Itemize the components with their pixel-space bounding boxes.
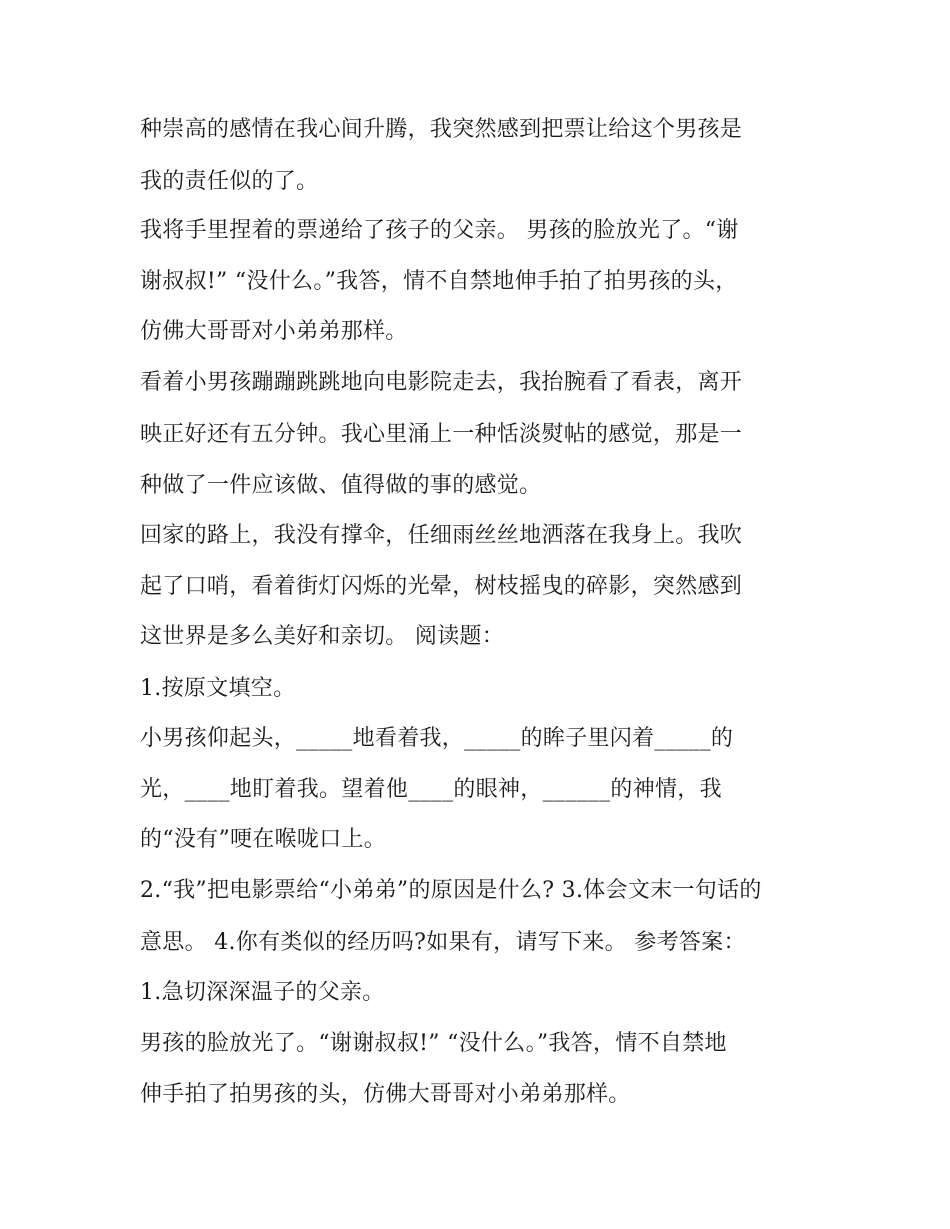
text-line: 这世界是多么美好和亲切。 阅读题：: [140, 624, 505, 649]
text-line: 回家的路上，我没有撑伞，任细雨丝丝地洒落在我身上。我吹: [140, 523, 743, 548]
text-line: 种崇高的感情在我心间升腾，我突然感到把票让给这个男孩是: [140, 117, 743, 142]
text-line: 起了口哨，看着街灯闪烁的光晕，树枝摇曳的碎影，突然感到: [140, 574, 743, 599]
text-line: 的“没有”哽在喉咙口上。: [140, 827, 387, 852]
question-heading: 1.按原文填空。: [140, 676, 296, 701]
question-line: 2.“我”把电影票给“小弟弟”的原因是什么? 3.体会文末一句话的: [140, 878, 762, 903]
text-line: 看着小男孩蹦蹦跳跳地向电影院走去，我抬腕看了看表，离开: [140, 370, 743, 395]
answer-line: 男孩的脸放光了。“谢谢叔叔!” “没什么。”我答，情不自禁地: [140, 1031, 727, 1056]
fill-in-blank-line: 小男孩仰起头，_____地看着我，_____的眸子里闪着_____的: [140, 726, 734, 751]
question-line: 意思。 4.你有类似的经历吗?如果有，请写下来。 参考答案：: [140, 930, 746, 955]
fill-in-blank-line: 光，____地盯着我。望着他____的眼神，______的神情，我: [140, 777, 722, 802]
text-line: 种做了一件应该做、值得做的事的感觉。: [140, 473, 542, 498]
text-line: 我将手里捏着的票递给了孩子的父亲。 男孩的脸放光了。“谢: [140, 218, 739, 243]
text-line: 仿佛大哥哥对小弟弟那样。: [140, 319, 408, 344]
text-line: 我的责任似的了。: [140, 169, 319, 194]
answer-line: 伸手拍了拍男孩的头，仿佛大哥哥对小弟弟那样。: [140, 1082, 631, 1107]
text-line: 映正好还有五分钟。我心里涌上一种恬淡熨帖的感觉，那是一: [140, 422, 743, 447]
text-line: 谢叔叔!” “没什么。”我答，情不自禁地伸手拍了拍男孩的头，: [140, 269, 738, 294]
answer-line: 1.急切深深温子的父亲。: [140, 980, 385, 1005]
